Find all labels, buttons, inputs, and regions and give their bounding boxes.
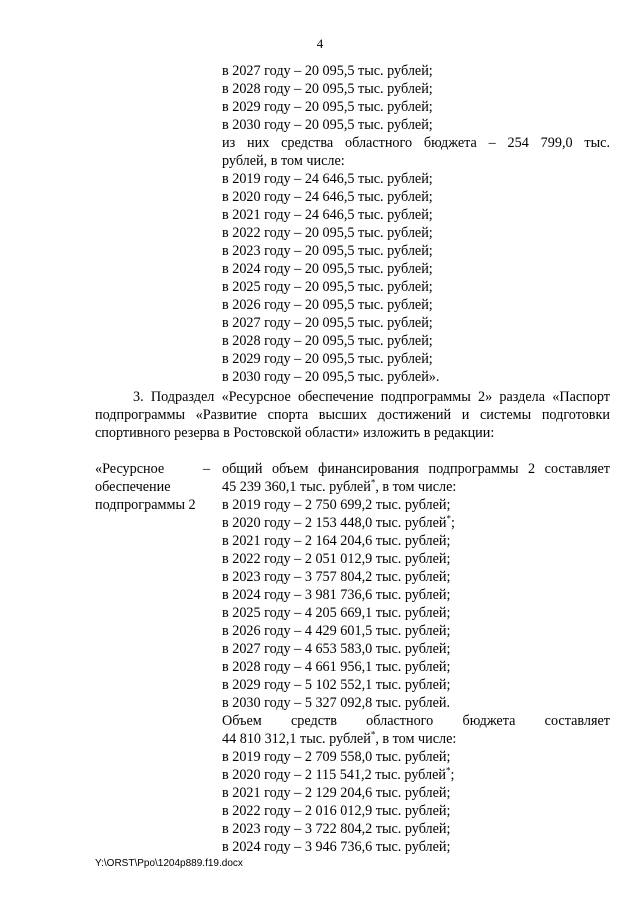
regional-budget-total-cont: рублей, в том числе:	[222, 153, 345, 169]
list-item: в 2023 году – 20 095,5 тыс. рублей;	[222, 243, 433, 259]
list-item: в 2030 году – 20 095,5 тыс. рублей».	[222, 369, 440, 385]
list-item: в 2028 году – 20 095,5 тыс. рублей;	[222, 333, 433, 349]
paragraph-line: подпрограммы «Развитие спорта высших достижений и системы подготовки	[95, 407, 610, 423]
label-line: подпрограммы 2	[95, 497, 196, 513]
file-path-footer: Y:\ORST\Ppo\1204p889.f19.docx	[95, 858, 243, 869]
list-item-tail: ;	[451, 515, 455, 531]
list-item: в 2026 году – 4 429 601,5 тыс. рублей;	[222, 623, 451, 639]
list-item: в 2019 году – 24 646,5 тыс. рублей;	[222, 171, 433, 187]
amount-text: 45 239 360,1 тыс. рублей	[222, 479, 371, 495]
list-item: в 2029 году – 20 095,5 тыс. рублей;	[222, 351, 433, 367]
list-item: в 2029 году – 5 102 552,1 тыс. рублей;	[222, 677, 451, 693]
list-item: в 2025 году – 20 095,5 тыс. рублей;	[222, 279, 433, 295]
paragraph-line: 3. Подраздел «Ресурсное обеспечение подпрограммы 2» раздела «Паспорт	[133, 389, 610, 405]
label-line: «Ресурсное	[95, 461, 165, 477]
list-item: в 2028 году – 20 095,5 тыс. рублей;	[222, 81, 433, 97]
list-item	[222, 514, 455, 532]
total-financing-amount	[222, 478, 456, 496]
list-item: в 2019 году – 2 750 699,2 тыс. рублей;	[222, 497, 451, 513]
list-item: в 2022 году – 2 016 012,9 тыс. рублей;	[222, 803, 451, 819]
regional-budget-total: из них средства областного бюджета – 254 799,0 тыс.	[222, 135, 610, 151]
list-item: в 2024 году – 3 946 736,6 тыс. рублей;	[222, 839, 451, 855]
paragraph-line: спортивного резерва в Ростовской области» изложить в редакции:	[95, 425, 495, 441]
list-item: в 2025 году – 4 205 669,1 тыс. рублей;	[222, 605, 451, 621]
list-item: в 2027 году – 20 095,5 тыс. рублей;	[222, 315, 433, 331]
footnote-star: *	[370, 477, 376, 488]
regional-budget-amount	[222, 730, 456, 748]
resource-label	[95, 460, 196, 514]
list-item: в 2028 году – 4 661 956,1 тыс. рублей;	[222, 659, 451, 675]
list-item: в 2026 году – 20 095,5 тыс. рублей;	[222, 297, 433, 313]
amount-tail: , в том числе:	[375, 731, 457, 747]
list-item: в 2029 году – 20 095,5 тыс. рублей;	[222, 99, 433, 115]
list-item: в 2022 году – 2 051 012,9 тыс. рублей;	[222, 551, 451, 567]
amount-tail: , в том числе:	[375, 479, 457, 495]
list-item: в 2021 году – 2 164 204,6 тыс. рублей;	[222, 533, 451, 549]
list-item: в 2023 году – 3 757 804,2 тыс. рублей;	[222, 569, 451, 585]
footnote-star: *	[446, 765, 451, 776]
list-item-text: в 2020 году – 2 153 448,0 тыс. рублей	[222, 515, 447, 531]
total-financing: общий объем финансирования подпрограммы 2 составляет	[222, 461, 610, 477]
amount-text: 44 810 312,1 тыс. рублей	[222, 731, 371, 747]
list-item: в 2020 году – 24 646,5 тыс. рублей;	[222, 189, 433, 205]
list-item: в 2030 году – 20 095,5 тыс. рублей;	[222, 117, 433, 133]
section-3-paragraph	[95, 388, 610, 442]
list-item: в 2024 году – 3 981 736,6 тыс. рублей;	[222, 587, 451, 603]
list-item: в 2027 году – 20 095,5 тыс. рублей;	[222, 63, 433, 79]
list-item-text: в 2020 году – 2 115 541,2 тыс. рублей	[222, 767, 446, 783]
footnote-star: *	[370, 729, 376, 740]
label-line: обеспечение	[95, 479, 171, 495]
regional-budget-volume: Объем средств областного бюджета составляет	[222, 713, 610, 729]
list-item: в 2021 году – 2 129 204,6 тыс. рублей;	[222, 785, 451, 801]
list-item: в 2022 году – 20 095,5 тыс. рублей;	[222, 225, 433, 241]
list-item: в 2021 году – 24 646,5 тыс. рублей;	[222, 207, 433, 223]
dash-separator: –	[203, 461, 211, 477]
footnote-star: *	[446, 513, 452, 524]
page-number: 4	[316, 36, 324, 51]
list-item: в 2024 году – 20 095,5 тыс. рублей;	[222, 261, 433, 277]
list-item: в 2027 году – 4 653 583,0 тыс. рублей;	[222, 641, 451, 657]
list-item: в 2019 году – 2 709 558,0 тыс. рублей;	[222, 749, 451, 765]
list-item: в 2023 году – 3 722 804,2 тыс. рублей;	[222, 821, 451, 837]
list-item: в 2030 году – 5 327 092,8 тыс. рублей.	[222, 695, 451, 711]
list-item	[222, 766, 454, 784]
list-item-tail: ;	[450, 767, 455, 783]
